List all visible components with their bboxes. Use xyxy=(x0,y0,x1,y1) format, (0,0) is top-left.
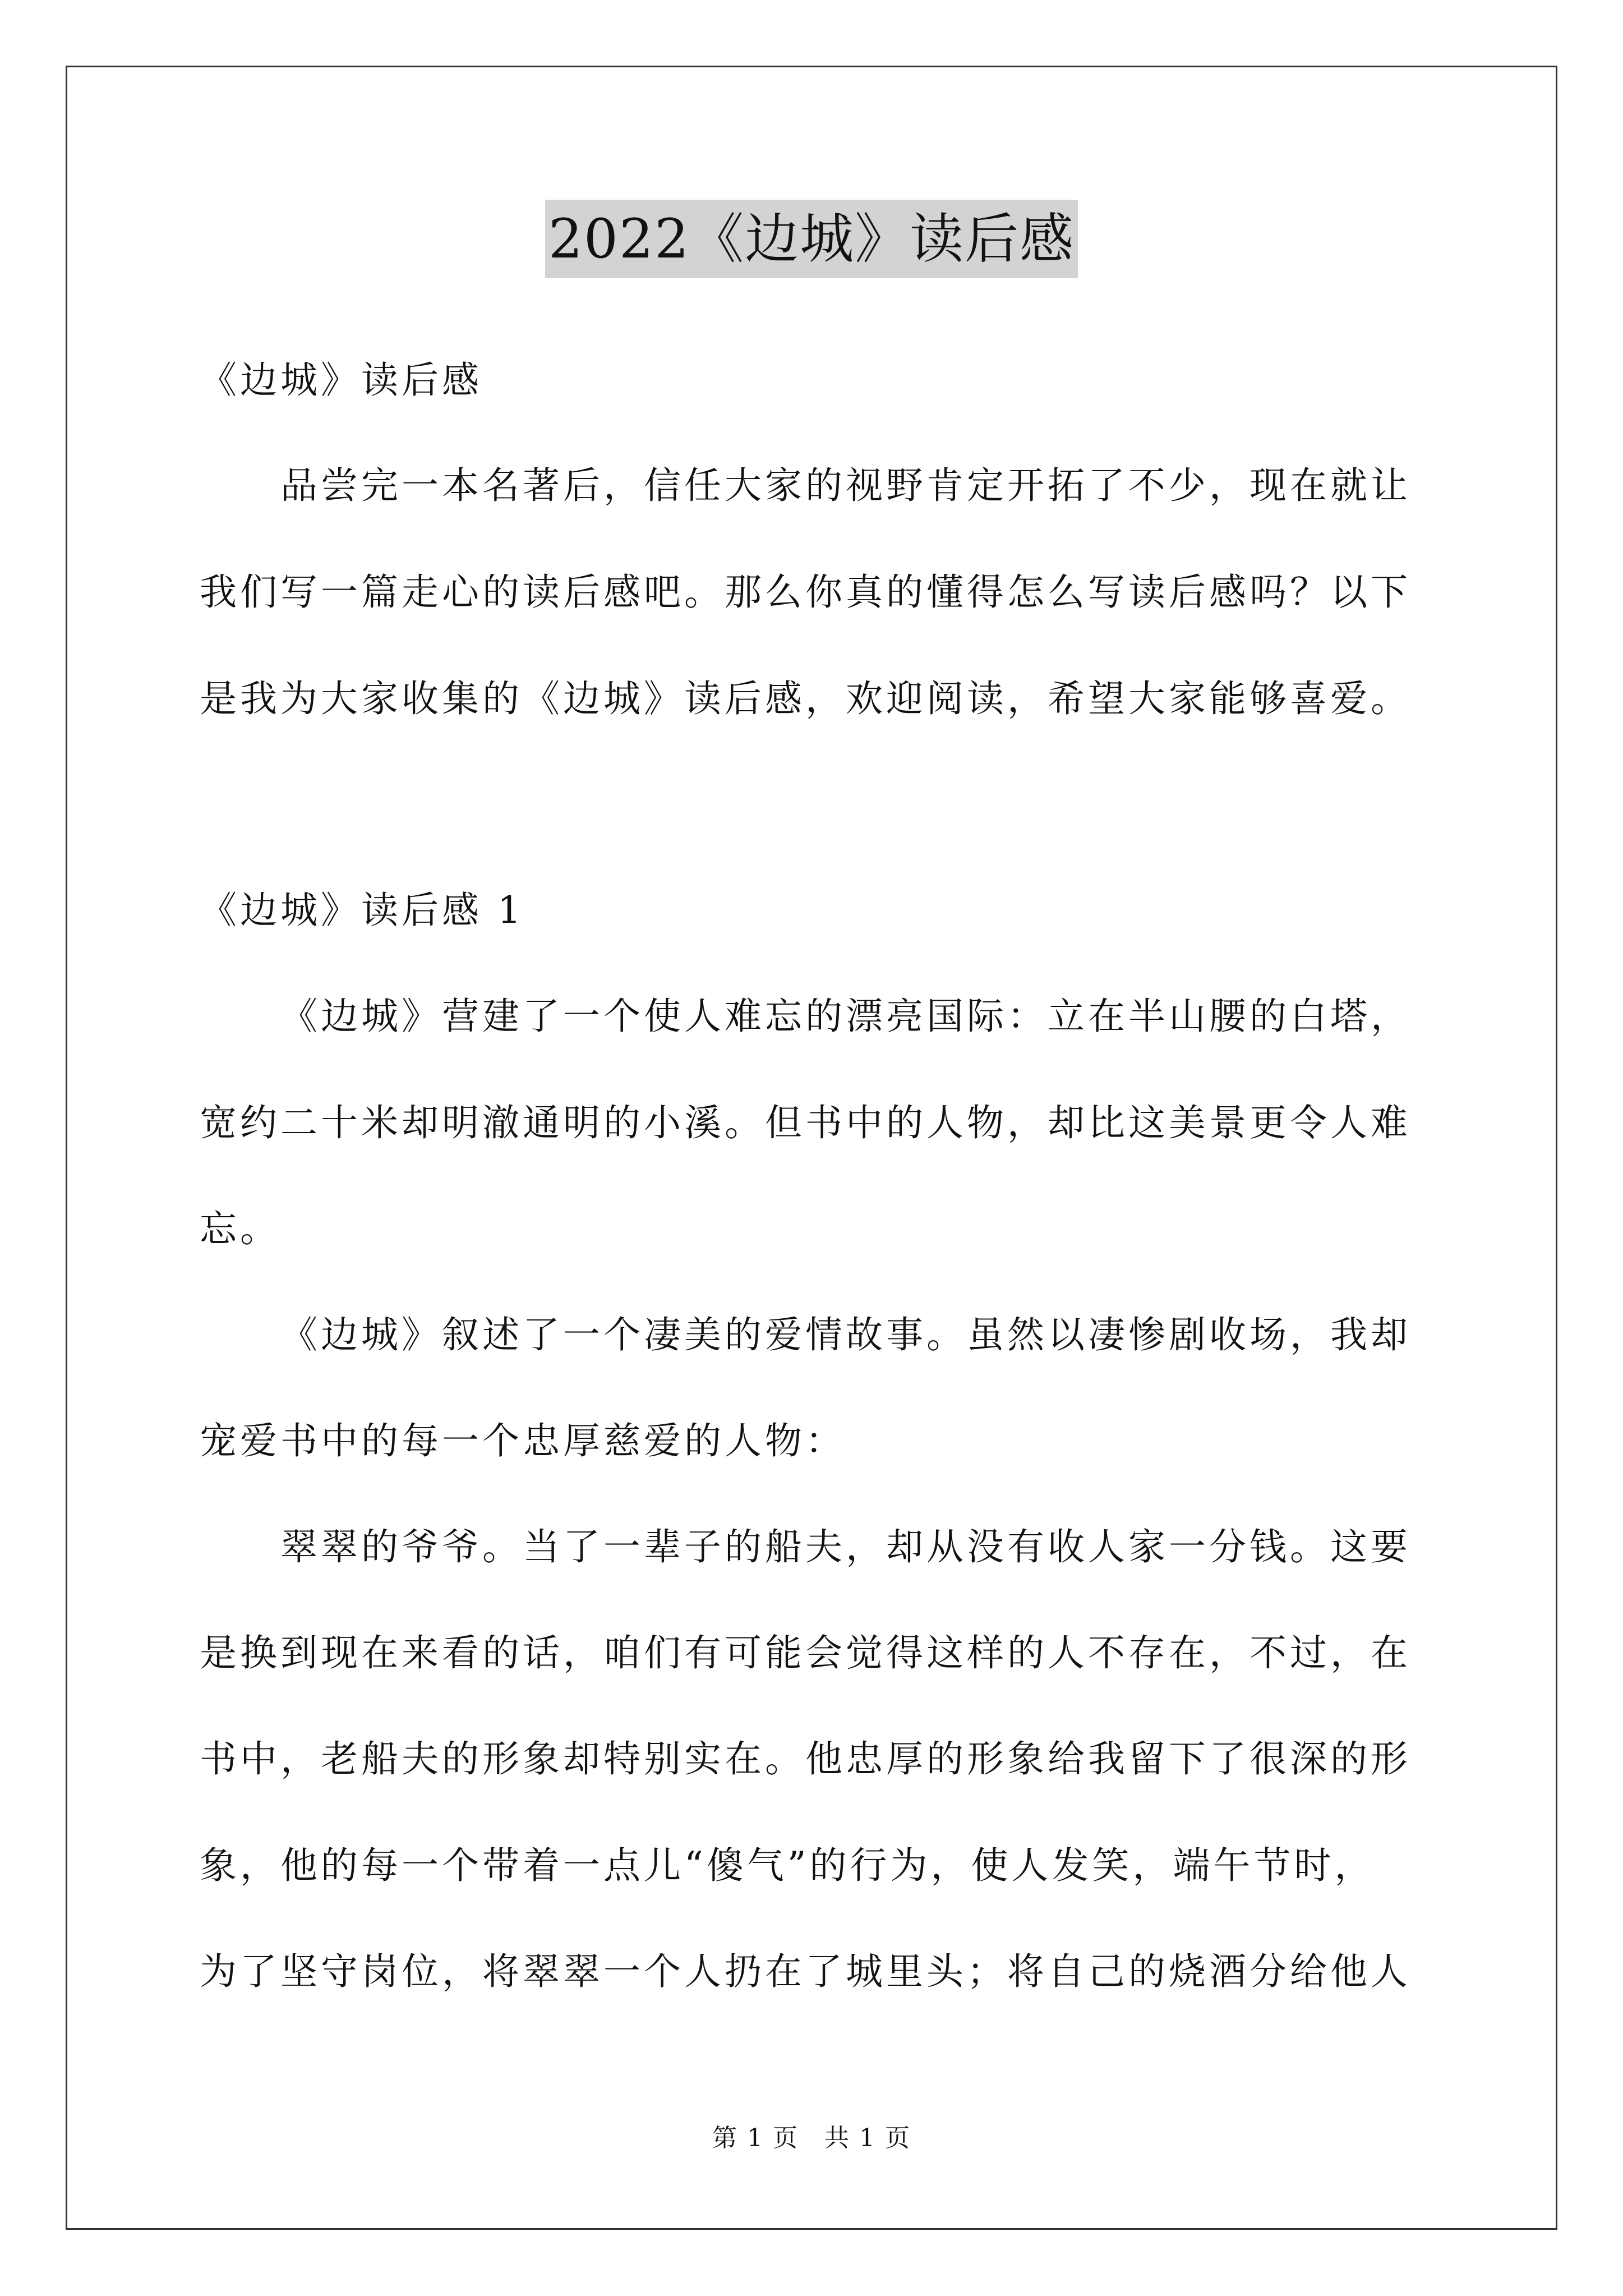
page-footer: 第 1 页 共 1 页 xyxy=(712,2124,911,2152)
para3-line: 书中，老船夫的形象却特别实在。他忠厚的形象给我留下了很深的形 xyxy=(200,1737,1411,1780)
para3-line: 象，他的每一个带着一点儿“傻气”的行为，使人发笑，端午节时， xyxy=(200,1844,1375,1887)
para1-line: 《边城》营建了一个使人难忘的漂亮国际：立在半山腰的白塔， xyxy=(280,995,1411,1038)
intro-line: 我们写一篇走心的读后感吧。那么你真的懂得怎么写读后感吗？以下 xyxy=(200,570,1411,614)
intro-line: 品尝完一本名著后，信任大家的视野肯定开拓了不少，现在就让 xyxy=(280,464,1411,507)
title-wrap xyxy=(0,200,1623,278)
section-heading: 《边城》读后感 1 xyxy=(200,889,524,932)
document-title: 2022《边城》读后感 xyxy=(545,200,1078,278)
para3-line: 是换到现在来看的话，咱们有可能会觉得这样的人不存在，不过，在 xyxy=(200,1631,1411,1674)
intro-line: 是我为大家收集的《边城》读后感，欢迎阅读，希望大家能够喜爱。 xyxy=(200,677,1411,720)
para1-line: 宽约二十米却明澈通明的小溪。但书中的人物，却比这美景更令人难 xyxy=(200,1101,1411,1144)
para1-line: 忘。 xyxy=(200,1207,280,1250)
para2-line: 宠爱书中的每一个忠厚慈爱的人物： xyxy=(200,1419,846,1462)
para3-line: 为了坚守岗位，将翠翠一个人扔在了城里头；将自己的烧酒分给他人 xyxy=(200,1950,1411,1993)
para2-line: 《边城》叙述了一个凄美的爱情故事。虽然以凄惨剧收场，我却 xyxy=(280,1313,1411,1356)
subtitle: 《边城》读后感 xyxy=(200,358,482,402)
para3-line: 翠翠的爷爷。当了一辈子的船夫，却从没有收人家一分钱。这要 xyxy=(280,1525,1411,1568)
